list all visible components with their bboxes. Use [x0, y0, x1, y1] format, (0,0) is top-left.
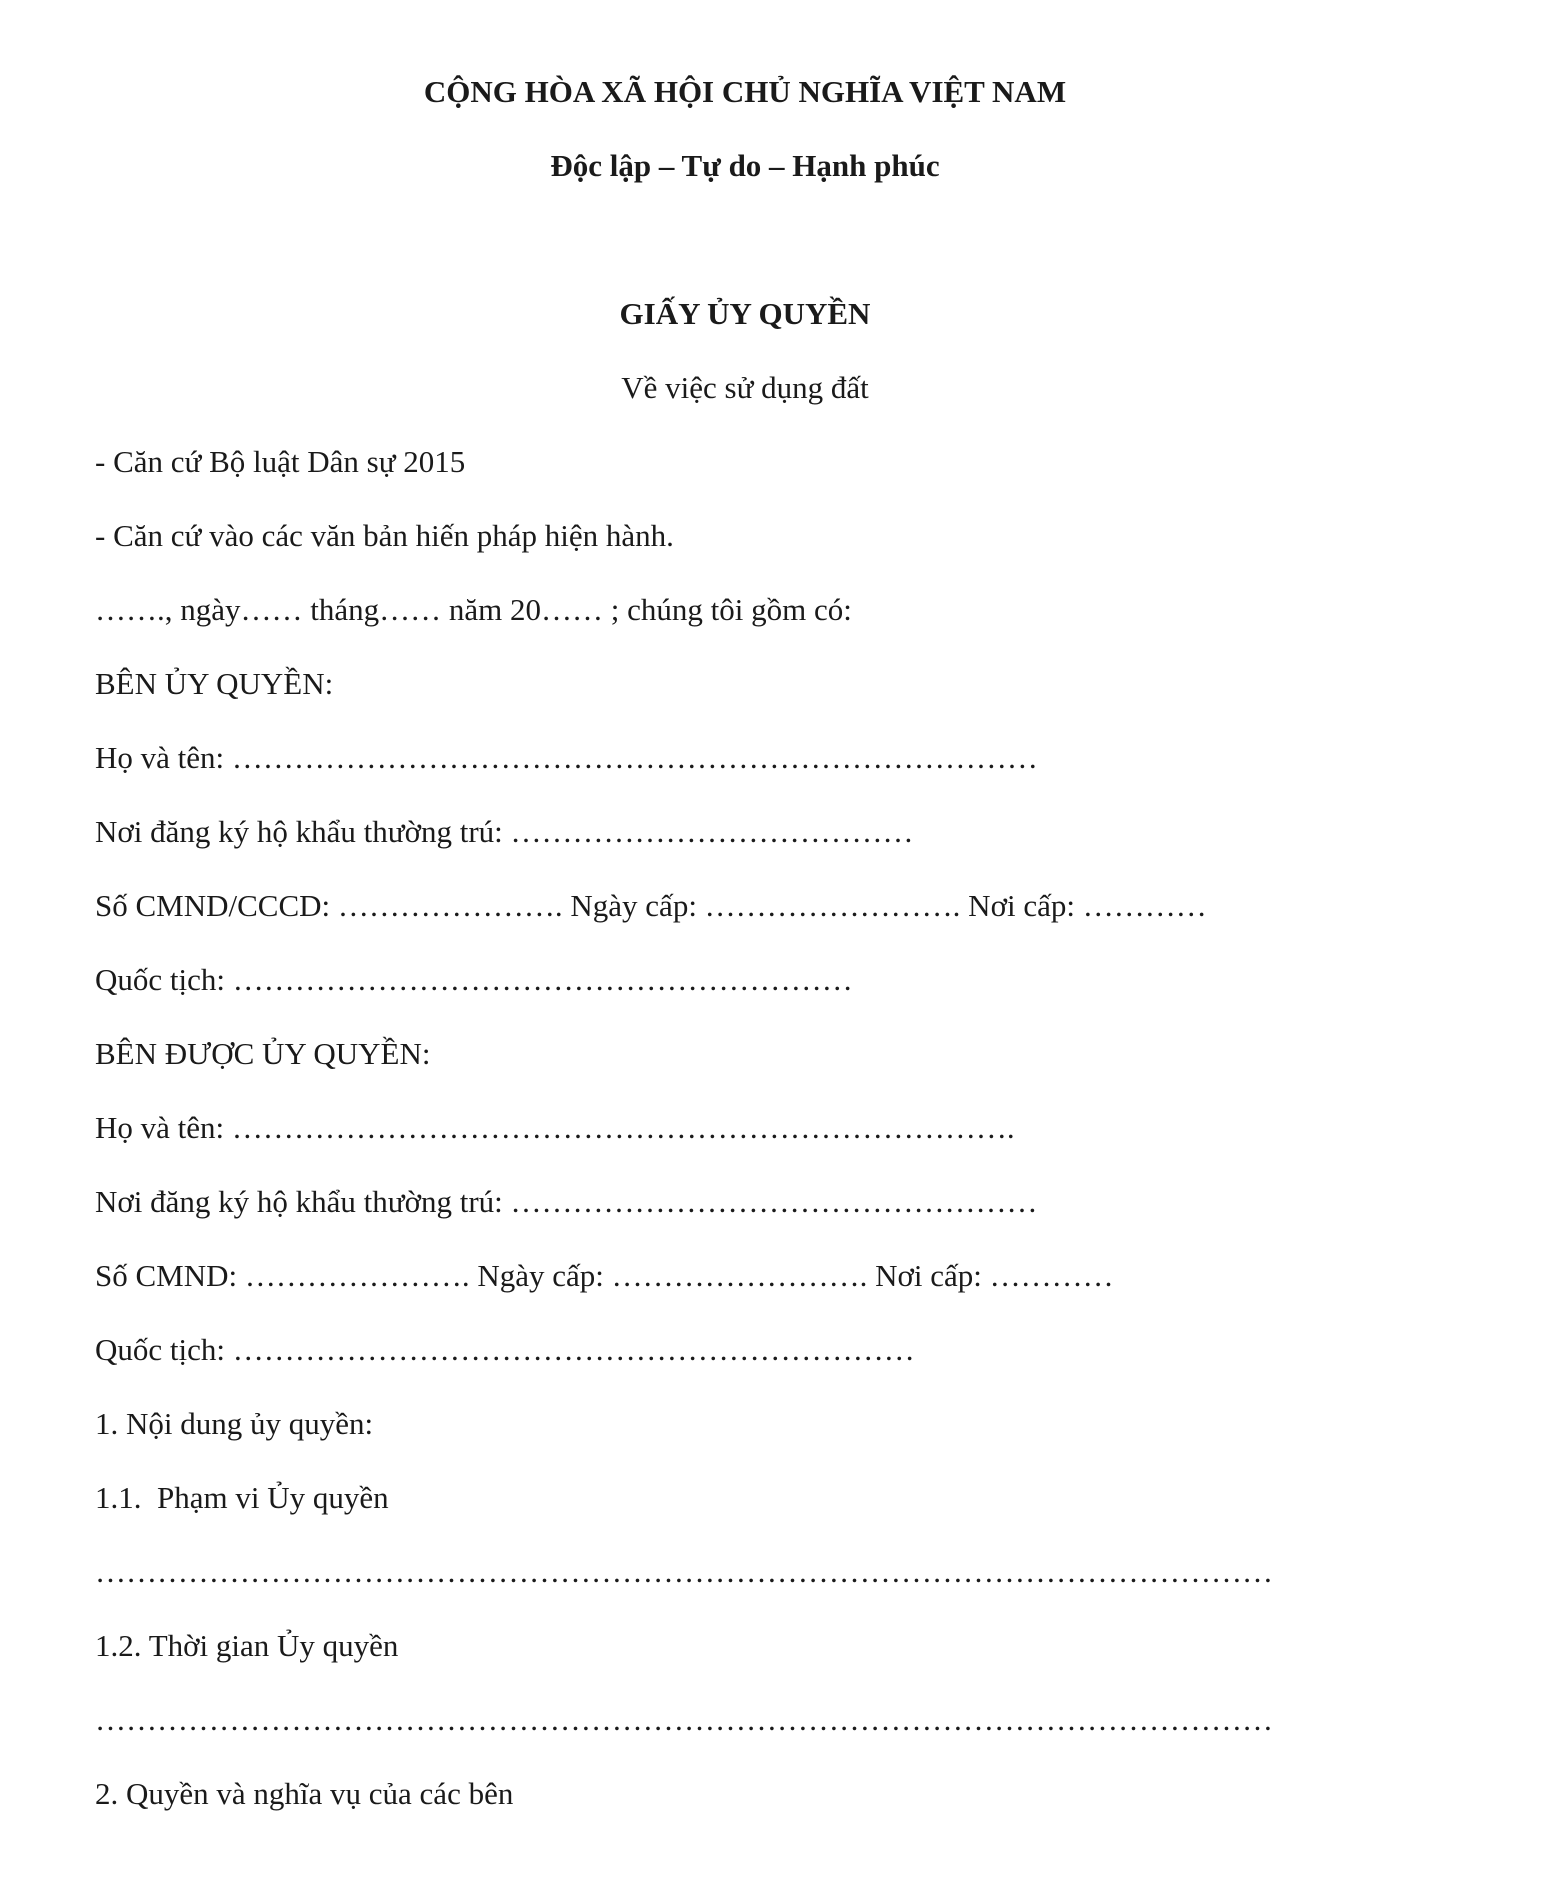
agent-residence-field: Nơi đăng ký hộ khẩu thường trú: …………………………………………… [95, 1184, 1038, 1219]
document-title: GIẤY ỦY QUYỀN [619, 296, 871, 331]
country-header: CỘNG HÒA XÃ HỘI CHỦ NGHĨA VIỆT NAM [423, 74, 1067, 109]
section-1-heading: 1. Nội dung ủy quyền: [95, 1406, 374, 1441]
section-2-heading: 2. Quyền và nghĩa vụ của các bên [95, 1776, 514, 1811]
duration-fill-line: …………………………………………………………………………………………………… [95, 1702, 1273, 1737]
legal-basis-1: - Căn cứ Bộ luật Dân sự 2015 [95, 444, 466, 479]
legal-basis-2: - Căn cứ vào các văn bản hiến pháp hiện hành. [95, 518, 674, 553]
principal-name-field: Họ và tên: …………………………………………………………………… [95, 740, 1038, 775]
motto: Độc lập – Tự do – Hạnh phúc [550, 148, 940, 183]
principal-nationality-field: Quốc tịch: …………………………………………………… [95, 962, 853, 997]
agent-heading: BÊN ĐƯỢC ỦY QUYỀN: [95, 1036, 431, 1071]
agent-nationality-field: Quốc tịch: ………………………………………………………… [95, 1332, 915, 1367]
agent-name-field: Họ và tên: …………………………………………………………………. [95, 1110, 1015, 1145]
principal-heading: BÊN ỦY QUYỀN: [95, 666, 334, 701]
document-subtitle: Về việc sử dụng đất [621, 370, 869, 405]
principal-id-field: Số CMND/CCCD: …………………. Ngày cấp: ……………………. Nơi cấp: ………… [95, 888, 1207, 923]
duration-heading: 1.2. Thời gian Ủy quyền [95, 1628, 399, 1663]
agent-id-field: Số CMND: …………………. Ngày cấp: ……………………. Nơi cấp: ………… [95, 1258, 1114, 1293]
scope-heading: 1.1. Phạm vi Ủy quyền [95, 1480, 389, 1515]
principal-residence-field: Nơi đăng ký hộ khẩu thường trú: ………………………………… [95, 814, 914, 849]
date-line: ……., ngày…… tháng…… năm 20…… ; chúng tôi gồm có: [95, 592, 852, 627]
scope-fill-line: …………………………………………………………………………………………………… [95, 1554, 1273, 1589]
